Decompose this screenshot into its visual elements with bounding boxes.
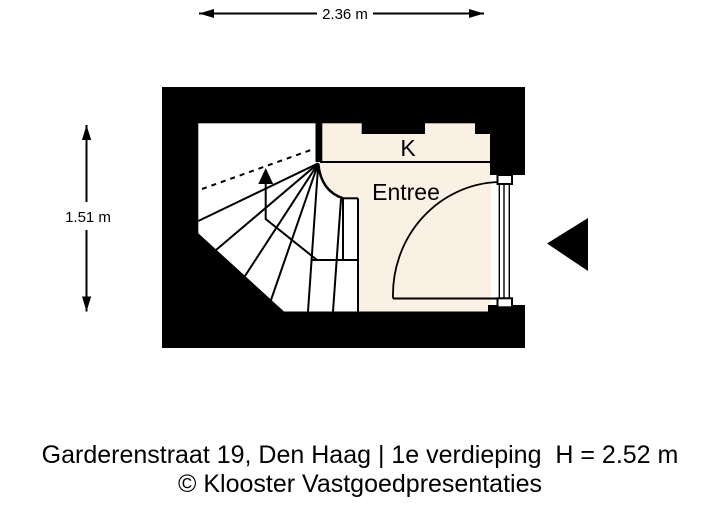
arrowhead-right-icon [469, 9, 484, 18]
dimension-top [199, 6, 484, 23]
arrowhead-left-icon [199, 9, 214, 18]
credit-line: © Klooster Vastgoedpresentaties [177, 470, 542, 498]
entrance-arrow [547, 218, 588, 271]
wall-nook-protrusion [362, 123, 425, 134]
wall-closet-jamb [316, 123, 323, 162]
dimension-height-label: 1.51 m [65, 209, 111, 226]
wall-bottom [162, 312, 525, 349]
door-jamb-block [498, 298, 513, 307]
caption [0, 440, 720, 499]
dimension-width-label: 2.36 m [322, 6, 368, 23]
wall-nook-protrusion [475, 123, 490, 134]
wall-right-lower-corner [488, 305, 525, 348]
arrowhead-up-icon [82, 125, 91, 140]
wall-top [162, 87, 525, 123]
arrowhead-down-icon [82, 297, 91, 312]
dimension-left [65, 125, 111, 312]
wall-left [162, 87, 198, 348]
address-line: Garderenstraat 19, Den Haag | 1e verdieping H = 2.52 m [41, 441, 679, 469]
wall-right-upper [490, 87, 525, 175]
entry-label: Entree [372, 179, 440, 205]
closet-label: K [400, 135, 416, 161]
entry-door [498, 175, 513, 307]
door-jamb-block [498, 175, 513, 184]
